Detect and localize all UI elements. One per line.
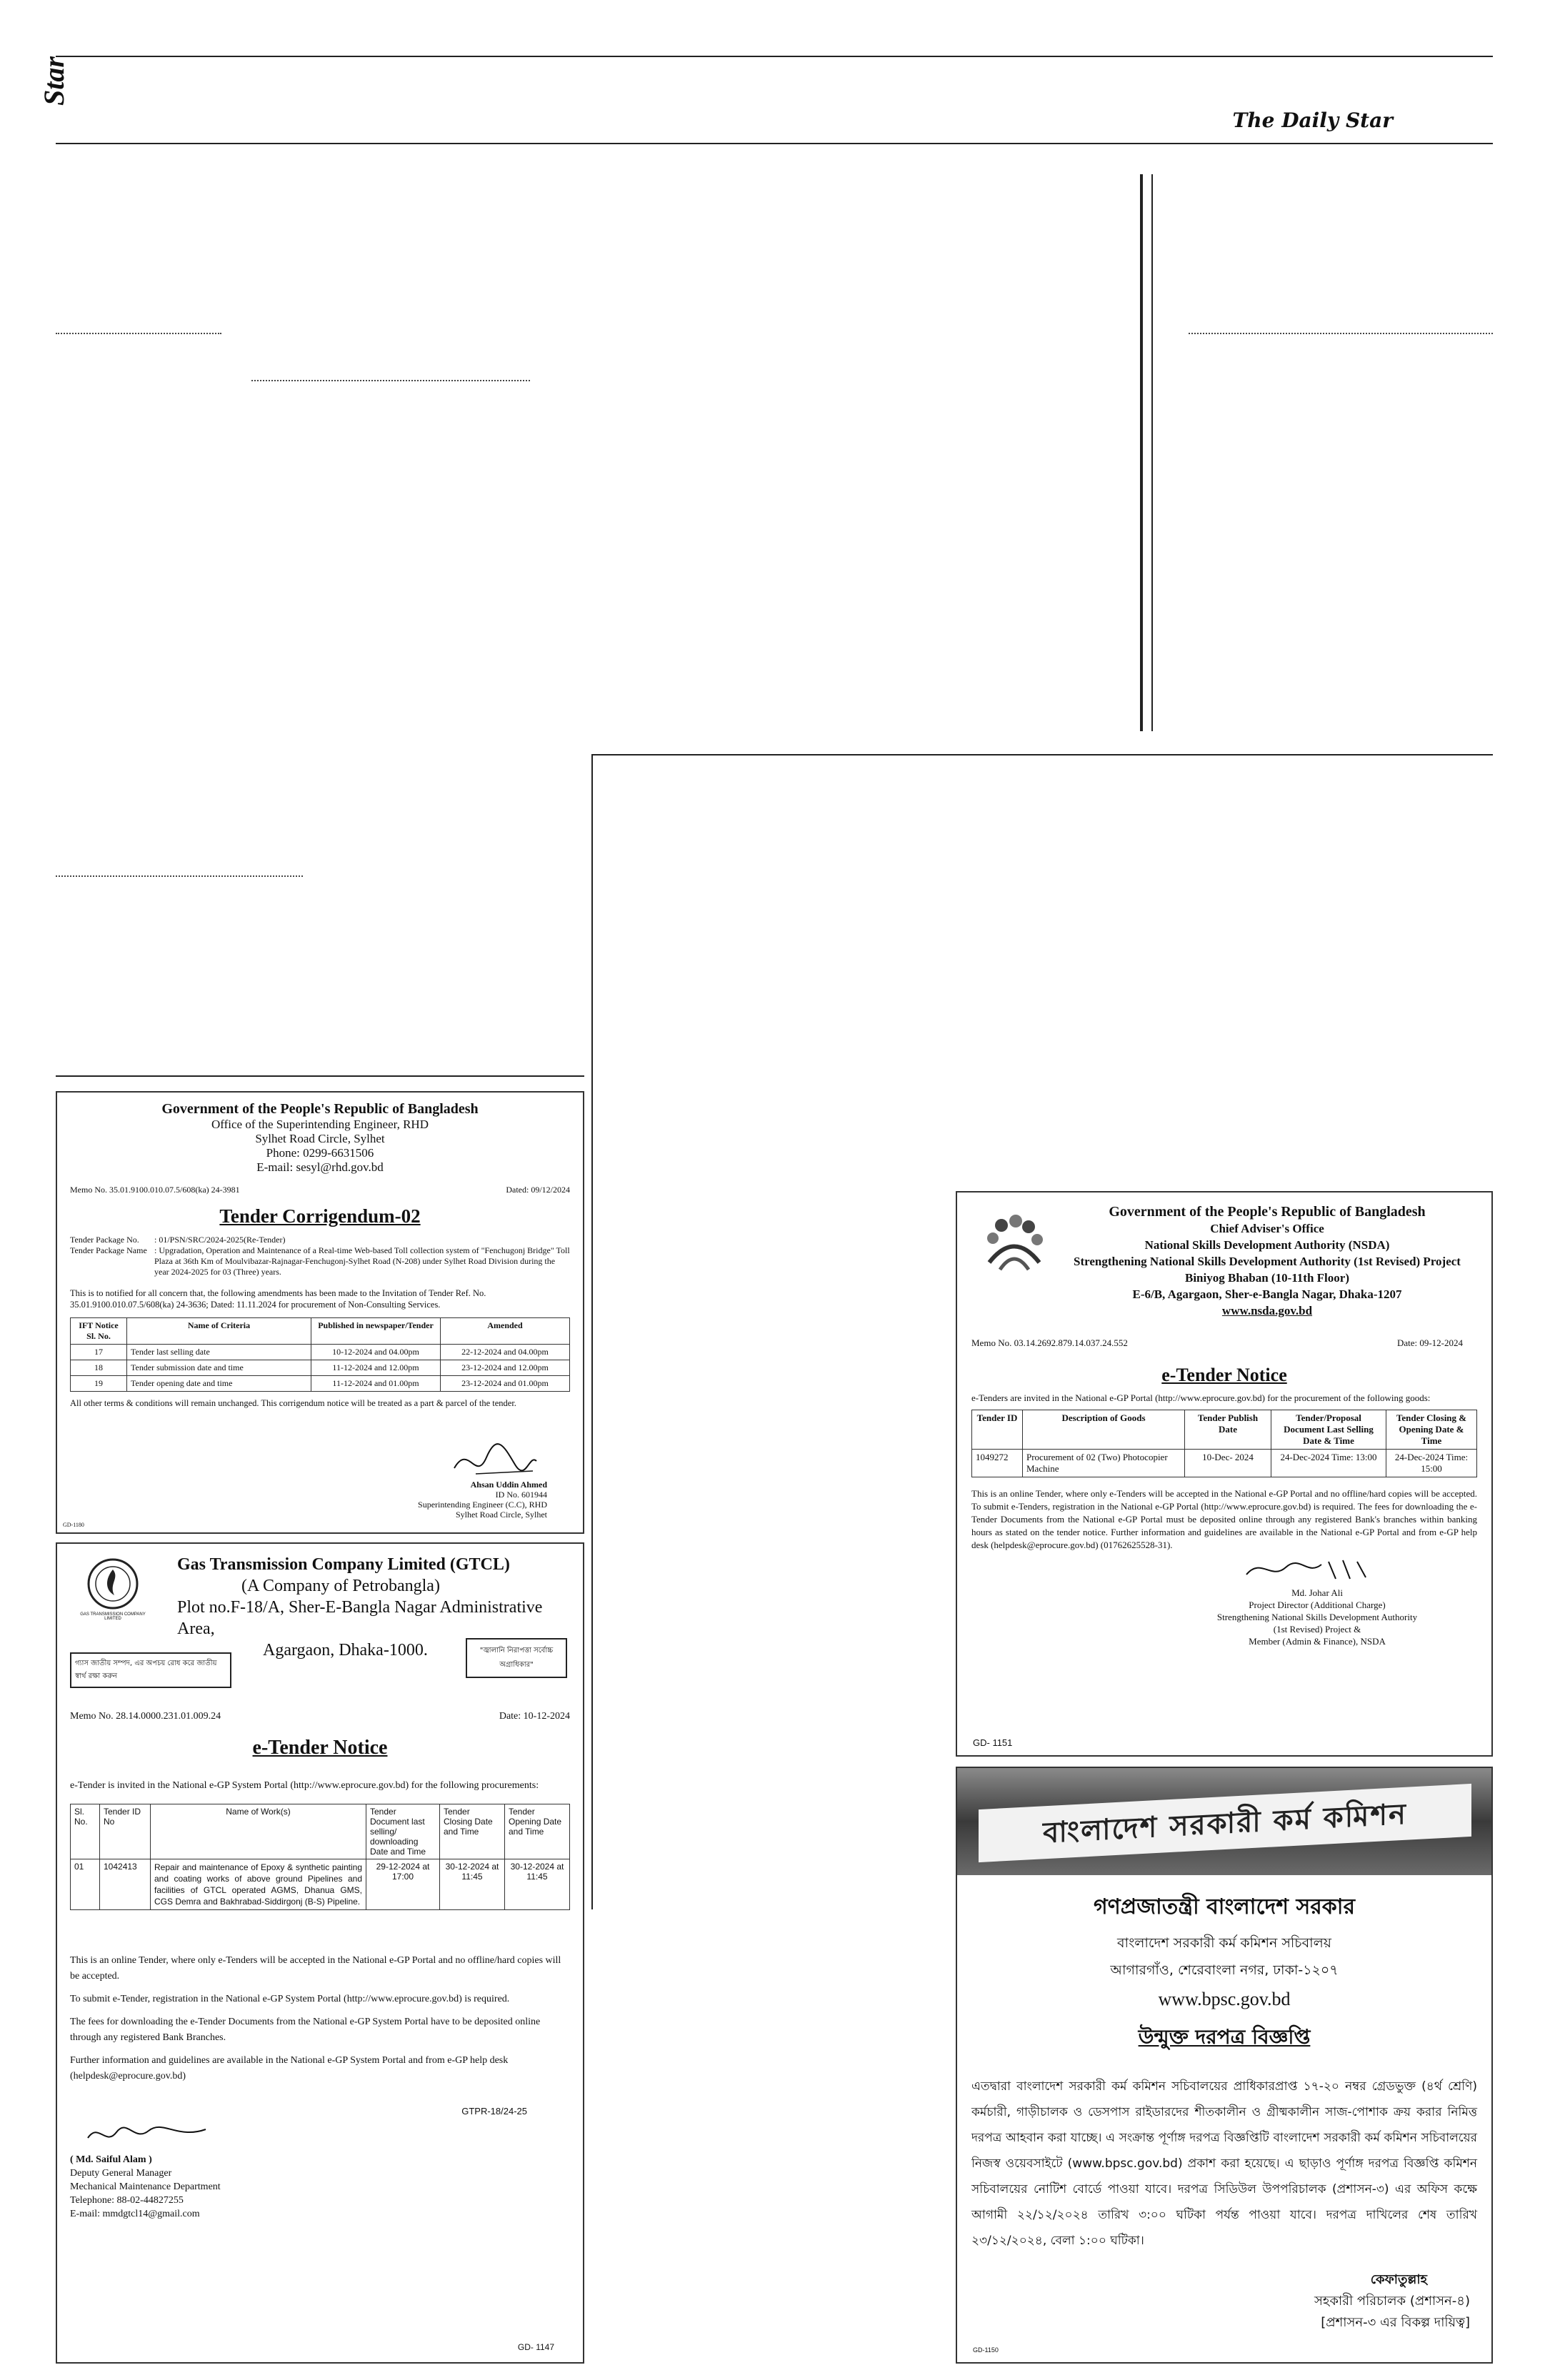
rhd-title: Tender Corrigendum-02 [219,1205,421,1227]
rhd-office: Office of the Superintending Engineer, RHD [211,1118,429,1131]
rhd-sig-id: ID No. 601944 [495,1490,547,1500]
rhd-intro: This is to notified for all concern that, the following amendments has been made to the Invitation of Tender Ref. No. 35.01.9100.010.07.5/608(ka) 24-3636; Dated: 11.11.2024 for procurement of Non-Consulting Services. [70,1288,486,1310]
table-row [71,1376,570,1392]
table-header-row [71,1804,570,1859]
table-header: Tender ID [972,1410,1023,1450]
gtcl-code: GD- 1147 [517,2342,554,2352]
rhd-dated: Dated: 09/12/2024 [506,1185,570,1195]
table-cell: 1049272 [972,1450,1023,1477]
table-cell: 23-12-2024 and 12.00pm [441,1360,570,1376]
gtcl-p3: The fees for downloading the e-Tender Documents from the National e-GP System Portal have to be deposited online through any registered Bank Branches. [70,2017,541,2043]
bpsc-code: GD-1150 [973,2346,999,2354]
table-cell: Tender submission date and time [127,1360,311,1376]
bpsc-addr: আগারগাঁও, শেরেবাংলা নগর, ঢাকা-১২০৭ [1110,1962,1339,1978]
rhd-closing: All other terms & conditions will remain unchanged. This corrigendum notice will be treated as a part & parcel of the tender. [70,1398,516,1408]
bpsc-web: www.bpsc.gov.bd [1158,1989,1291,2009]
header-rule [56,143,1493,144]
table-cell: 24-Dec-2024 Time: 15:00 [1386,1450,1477,1477]
table-cell: 11-12-2024 and 01.00pm [311,1376,441,1392]
table-header: Published in newspaper/Tender [311,1318,441,1345]
daily-star-logo: The Daily Star [1232,109,1393,132]
table-cell: 01 [71,1859,100,1910]
bpsc-sig-name: কেফাতুল্লাহ [1370,2272,1427,2287]
top-rule [56,56,1493,57]
table-header: Tender Opening Date and Time [505,1804,570,1859]
gtcl-slogan-left: গ্যাস জাতীয় সম্পদ, এর অপচয় রোধ করে জাতীয় স্বার্থ রক্ষা করুন [70,1652,231,1688]
nsda-addr: E-6/B, Agargaon, Sher-e-Bangla Nagar, Dhaka-1207 [1132,1287,1402,1301]
rhd-code: GD-1180 [63,1522,84,1528]
rhd-pkg-no: : 01/PSN/SRC/2024-2025(Re-Tender) [154,1235,286,1245]
rhd-pkg-name-label: Tender Package Name [70,1245,147,1255]
section-rule [56,1075,584,1077]
table-cell: Procurement of 02 (Two) Photocopier Machine [1023,1450,1185,1477]
table-cell: 23-12-2024 and 01.00pm [441,1376,570,1392]
table-cell: 18 [71,1360,127,1376]
table-header-row [71,1318,570,1345]
gtcl-date: Date: 10-12-2024 [499,1711,570,1722]
table-header: Tender Closing Date and Time [440,1804,505,1859]
gtcl-addr1: Plot no.F-18/A, Sher-E-Bangla Nagar Administrative Area, [177,1598,543,1638]
bpsc-sig-title: সহকারী পরিচালক (প্রশাসন-৪) [1314,2294,1470,2309]
gtcl-intro: e-Tender is invited in the National e-GP System Portal (http://www.eprocure.gov.bd) for the following procurements: [70,1780,539,1791]
table-header: Tender ID No [100,1804,151,1859]
rhd-sig-title: Superintending Engineer (C.C), RHD [418,1500,547,1510]
table-header: Tender Publish Date [1185,1410,1271,1450]
bpsc-photo-sign: বাংলাদেশ সরকারী কর্ম কমিশন [1043,1797,1407,1850]
column-rule-thick [1140,174,1143,731]
nsda-date: Date: 09-12-2024 [1396,1337,1463,1348]
table-header: Name of Work(s) [151,1804,366,1859]
gtcl-p1: This is an online Tender, where only e-Tenders will be accepted in the National e-GP Portal and no offline/hard copies will be accepted. [70,1955,561,1982]
dotted-rule [251,380,530,381]
signature-icon [1243,1555,1386,1583]
gtcl-addr2: Agargaon, Dhaka-1000. [263,1641,428,1660]
nsda-web: www.nsda.gov.bd [1221,1304,1313,1317]
bpsc-title: উন্মুক্ত দরপত্র বিজ্ঞপ্তি [1138,2025,1311,2049]
table-cell: 29-12-2024 at 17:00 [366,1859,440,1910]
nsda-sig-title: Project Director (Additional Charge) [1249,1600,1386,1610]
star-logo: Star [38,56,70,106]
bpsc-building-photo [957,1768,1491,1875]
rhd-memo: Memo No. 35.01.9100.010.07.5/608(ka) 24-3981 [70,1185,240,1195]
table-header: IFT Notice Sl. No. [71,1318,127,1345]
bpsc-office: বাংলাদেশ সরকারী কর্ম কমিশন সচিবালয় [1116,1935,1331,1951]
table-cell: 11-12-2024 and 12.00pm [311,1360,441,1376]
table-cell: Repair and maintenance of Epoxy & synthetic painting and coating works of above ground Pipelines and facilities of GTCL operated AGMS, Dhanua GMS, CGS Demra and Bakhrabad-Siddirgonj (B-S) Pipeline. [151,1859,366,1910]
rhd-circle: Sylhet Road Circle, Sylhet [255,1132,385,1145]
table-cell: 19 [71,1376,127,1392]
table-cell: 30-12-2024 at 11:45 [505,1859,570,1910]
section-rule-vertical [591,754,593,1909]
rhd-pkg-no-label: Tender Package No. [70,1235,139,1245]
table-header: Amended [441,1318,570,1345]
signature-icon [447,1440,540,1480]
bpsc-gov: গণপ্রজাতন্ত্রী বাংলাদেশ সরকার [1094,1894,1355,1919]
table-cell: 22-12-2024 and 04.00pm [441,1345,570,1360]
nsda-project: Strengthening National Skills Development Authority (1st Revised) Project [1074,1255,1461,1268]
gtcl-p4: Further information and guidelines are available in the National e-GP System Portal and from e-GP help desk (helpdesk@eprocure.gov.bd) [70,2055,509,2082]
table-row [71,1859,570,1910]
gtcl-name: Gas Transmission Company Limited (GTCL) [177,1555,510,1574]
table-header: Sl. No. [71,1804,100,1859]
section-rule [591,754,1493,755]
nsda-authority: National Skills Development Authority (NSDA) [1144,1238,1390,1252]
gtcl-title: e-Tender Notice [252,1737,388,1759]
dotted-rule [1189,333,1493,334]
nsda-sig-org2: (1st Revised) Project & [1273,1624,1361,1635]
rhd-gov: Government of the People's Republic of Bangladesh [161,1101,479,1117]
nsda-code: GD- 1151 [973,1737,1013,1748]
gtcl-memo: Memo No. 28.14.0000.231.01.009.24 [70,1711,221,1722]
gtcl-slogan-right: "জ্বালানি নিরাপত্তা সর্বোচ্চ অগ্রাধিকার" [466,1638,567,1678]
gtcl-etender-ad [56,1542,584,2364]
table-header: Description of Goods [1023,1410,1185,1450]
table-header: Tender Document last selling/ downloading Date and Time [366,1804,440,1859]
bpsc-sig-note: [প্রশাসন-৩ এর বিকল্প দায়িত্ব] [1321,2315,1470,2330]
nsda-body: This is an online Tender, where only e-Tenders will be accepted in the National e-GP Portal and no offline/hard copies will be accepted. To submit e-Tenders, registration in the National e-GP Portal (http://www.eprocure.gov.bd) is required. The fees for downloading the e-Tender Documents from the National e-GP Portal must be deposited online through any registered Bank's branches within banking hours as stated on the tender notice. Further information and guidelines are available in the National e-GP Portal and from e-GP help desk (helpdesk@eprocure.gov.bd) (01762625528-31). [971,1488,1477,1550]
nsda-etender-ad [956,1191,1493,1757]
table-row [972,1450,1477,1477]
rhd-sig-name: Ahsan Uddin Ahmed [470,1480,547,1490]
dotted-rule [56,333,221,334]
table-cell: Tender last selling date [127,1345,311,1360]
gtcl-p2: To submit e-Tender, registration in the National e-GP System Portal (http://www.eprocure.gov.bd) is required. [70,1994,510,2004]
gtcl-tender-table [70,1804,570,1910]
table-cell: 24-Dec-2024 Time: 13:00 [1271,1450,1386,1477]
gtcl-sig-dept: Mechanical Maintenance Department [70,2181,221,2192]
rhd-sig-circle: Sylhet Road Circle, Sylhet [456,1510,547,1520]
nsda-sig-name: Md. Johar Ali [1291,1587,1343,1598]
table-header-row [972,1410,1477,1450]
table-cell: 1042413 [100,1859,151,1910]
rhd-phone: Phone: 0299-6631506 [266,1146,374,1160]
nsda-building: Biniyog Bhaban (10-11th Floor) [1184,1271,1349,1285]
table-row [71,1360,570,1376]
gtcl-company: (A Company of Petrobangla) [241,1577,440,1595]
bpsc-body: এতদ্বারা বাংলাদেশ সরকারী কর্ম কমিশন সচিবালয়ের প্রাধিকারপ্রাপ্ত ১৭-২০ নম্বর গ্রেডভুক্ত (৪র্থ শ্রেণি) কর্মচারী, গাড়ীচালক ও ডেসপাস রাইডারদের শীতকালীন ও গ্রীষ্মকালীন সাজ-পোশাক ক্রয় করার নিমিত্ত দরপত্র আহবান করা যাচ্ছে। এ সংক্রান্ত পূর্ণাঙ্গ দরপত্র বিজ্ঞপ্তিটি বাংলাদেশ সরকারী কর্ম কমিশন সচিবালয়ের নিজস্ব ওয়েবসাইটে (www.bpsc.gov.bd) প্রকাশ করা হয়েছে। এ ছাড়াও পূর্ণাঙ্গ দরপত্র বিজ্ঞপ্তি কমিশন সচিবালয়ের নোটিশ বোর্ডে পাওয়া যাবে। দরপত্র সিডিউল উপপরিচালক (প্রশাসন-৩) এর অফিস কক্ষে আগামী ২২/১২/২০২৪ তারিখ ৩:০০ ঘটিকা পর্যন্ত পাওয়া যাবে। দরপত্র দাখিলের শেষ তারিখ ২৩/১২/২০২৪, বেলা ১:০০ ঘটিকা। [971,2079,1477,2248]
dotted-rule [56,875,303,877]
column-rule-thin [1151,174,1153,731]
bpsc-tender-ad [956,1767,1493,2364]
gtcl-logo-text: GAS TRANSMISSION COMPANY LIMITED [80,1612,146,1621]
nsda-sig-member: Member (Admin & Finance), NSDA [1249,1636,1386,1647]
table-header: Tender Closing & Opening Date & Time [1386,1410,1477,1450]
gtcl-sig-title: Deputy General Manager [70,2168,172,2179]
nsda-memo: Memo No. 03.14.2692.879.14.037.24.552 [971,1337,1128,1348]
table-cell: 17 [71,1345,127,1360]
nsda-title: e-Tender Notice [1161,1365,1287,1385]
table-cell: 30-12-2024 at 11:45 [440,1859,505,1910]
rhd-email: E-mail: sesyl@rhd.gov.bd [256,1160,384,1174]
nsda-sig-org: Strengthening National Skills Development Authority [1216,1612,1418,1622]
gtcl-sig-name: ( Md. Saiful Alam ) [70,2154,152,2165]
nsda-tender-table [971,1410,1477,1477]
nsda-gov: Government of the People's Republic of Bangladesh [1109,1204,1426,1220]
rhd-amendment-table [70,1317,570,1392]
gtcl-ref: GTPR-18/24-25 [461,2106,527,2117]
table-cell: 10-12-2024 and 04.00pm [311,1345,441,1360]
gtcl-sig-email: E-mail: mmdgtcl14@gmail.com [70,2209,200,2219]
table-cell: Tender opening date and time [127,1376,311,1392]
rhd-corrigendum-ad [56,1091,584,1534]
nsda-intro: e-Tenders are invited in the National e-GP Portal (http://www.eprocure.gov.bd) for the procurement of the following goods: [971,1392,1431,1403]
nsda-logo-icon [971,1205,1057,1291]
table-row [71,1345,570,1360]
table-cell: 10-Dec- 2024 [1185,1450,1271,1477]
table-header: Tender/Proposal Document Last Selling Date & Time [1271,1410,1386,1450]
nsda-office: Chief Adviser's Office [1210,1222,1324,1235]
rhd-pkg-name: : Upgradation, Operation and Maintenance of a Real-time Web-based Toll collection system of "Fenchugonj Bridge" Toll Plaza at 36th Km of Moulvibazar-Rajnagar-Fenchugonj-Sylhet Road (N-208) under Sylhet Road Division during the year 2024-2025 for 03 (Three) years. [154,1245,570,1277]
table-header: Name of Criteria [127,1318,311,1345]
gtcl-logo-icon [73,1555,153,1621]
signature-icon [84,2121,213,2149]
gtcl-sig-tel: Telephone: 88-02-44827255 [70,2195,184,2206]
